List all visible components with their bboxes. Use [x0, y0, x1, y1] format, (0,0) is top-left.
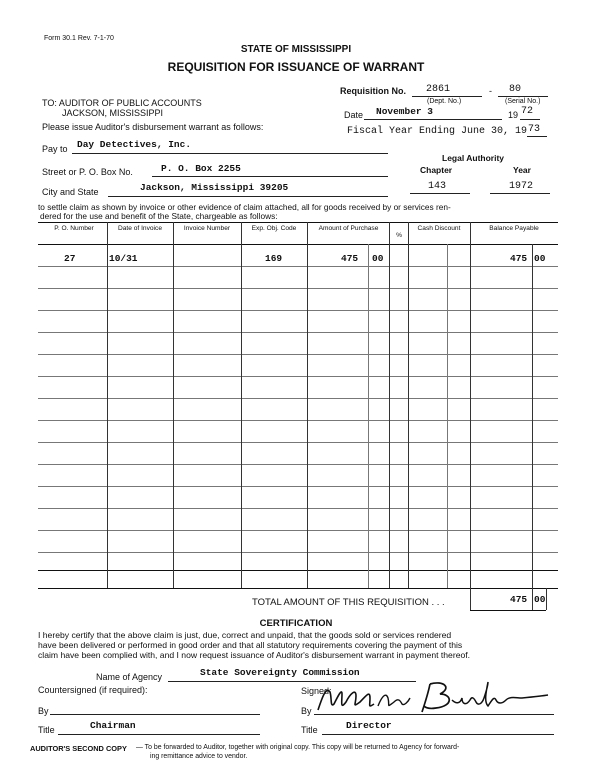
- settle-text-2: dered for the use and benefit of the State, chargeable as follows:: [40, 211, 278, 221]
- header-po-number: P. O. Number: [54, 225, 94, 232]
- row-po-number: 27: [64, 253, 76, 264]
- settle-text-1: to settle claim as shown by invoice or other evidence of claim attached, all for goods received by or services ren-: [38, 202, 451, 212]
- fiscal-year-label: Fiscal Year Ending June 30, 19: [347, 126, 528, 137]
- footer-copy-label: AUDITOR'S SECOND COPY: [30, 744, 127, 753]
- year-value: 1972: [509, 181, 534, 192]
- form-number: Form 30.1 Rev. 7-1-70: [44, 35, 114, 42]
- serial-number: 80: [509, 84, 522, 95]
- footer-text-2: ing remittance advice to vendor.: [150, 753, 248, 760]
- dept-number: 2861: [426, 84, 451, 95]
- street-label: Street or P. O. Box No.: [42, 167, 133, 177]
- total-dollars: 475: [510, 594, 528, 605]
- chapter-value: 143: [428, 181, 447, 192]
- row-balance-cents: 00: [534, 253, 546, 264]
- state-heading: STATE OF MISSISSIPPI: [240, 44, 352, 55]
- pay-to-label: Pay to: [42, 144, 68, 154]
- header-amount-of-purchase: Amount of Purchase: [318, 225, 379, 232]
- agency-value: State Sovereignty Commission: [200, 667, 360, 678]
- to-line-1: TO: AUDITOR OF PUBLIC ACCOUNTS: [42, 98, 202, 108]
- certification-line-2: have been delivered or performed in good order and that all statutory requirements covering the payment of this: [38, 640, 463, 650]
- row-amount-dollars: 475: [341, 253, 359, 264]
- title-label-right: Title: [301, 725, 318, 735]
- requisition-dash: -: [489, 86, 492, 96]
- header-balance-payable: Balance Payable: [489, 225, 539, 232]
- pay-to-value: Day Detectives, Inc.: [77, 139, 192, 150]
- signed-label: Signed:: [301, 686, 332, 696]
- footer-text-1: — To be forwarded to Auditor, together with original copy. This copy will be returned to Agency for forward-: [136, 744, 460, 751]
- date-value: November 3: [376, 106, 434, 117]
- date-year-suffix: 72: [521, 106, 534, 117]
- certification-line-3: claim have been complied with, and I now request issuance of Auditor's disbursement warrant in payment thereof.: [38, 650, 471, 660]
- instruction-text: Please issue Auditor's disbursement warrant as follows:: [42, 122, 264, 132]
- form-title: REQUISITION FOR ISSUANCE OF WARRANT: [167, 60, 425, 74]
- fiscal-year-value: 73: [528, 124, 541, 135]
- chapter-label: Chapter: [420, 165, 453, 175]
- by-label-left: By: [38, 706, 49, 716]
- certification-heading: CERTIFICATION: [259, 618, 333, 629]
- city-value: Jackson, Mississippi 39205: [140, 182, 289, 193]
- signature-image: [312, 678, 552, 718]
- header-date-of-invoice: Date of Invoice: [118, 225, 162, 232]
- year-label: Year: [513, 165, 531, 175]
- header-invoice-number: Invoice Number: [183, 225, 231, 232]
- countersigned-label: Countersigned (if required):: [38, 685, 148, 695]
- total-label: TOTAL AMOUNT OF THIS REQUISITION . . .: [252, 597, 445, 608]
- certification-line-1: I hereby certify that the above claim is just, due, correct and unpaid, that the goods sold or services rendered: [38, 630, 452, 640]
- to-line-2: JACKSON, MISSISSIPPI: [62, 108, 164, 118]
- city-label: City and State: [42, 187, 99, 197]
- row-amount-cents: 00: [372, 253, 384, 264]
- title-label-left: Title: [38, 725, 55, 735]
- by-label-right: By: [301, 706, 312, 716]
- total-cents: 00: [534, 594, 546, 605]
- serial-caption: (Serial No.): [505, 98, 541, 105]
- right-title-value: Director: [346, 720, 392, 731]
- header-percent: %: [396, 232, 402, 239]
- date-year-prefix: 19: [508, 110, 519, 120]
- header-exp-obj-code: Exp. Obj. Code: [251, 225, 297, 232]
- date-label: Date: [344, 110, 364, 120]
- dept-caption: (Dept. No.): [427, 98, 462, 105]
- row-balance-dollars: 475: [510, 253, 528, 264]
- left-title-value: Chairman: [90, 720, 136, 731]
- street-value: P. O. Box 2255: [161, 163, 241, 174]
- row-exp-code: 169: [265, 253, 283, 264]
- requisition-label: Requisition No.: [340, 86, 406, 96]
- agency-label: Name of Agency: [96, 672, 163, 682]
- row-invoice-date: 10/31: [109, 253, 138, 264]
- legal-authority-heading: Legal Authority: [442, 153, 505, 163]
- header-cash-discount: Cash Discount: [417, 225, 461, 232]
